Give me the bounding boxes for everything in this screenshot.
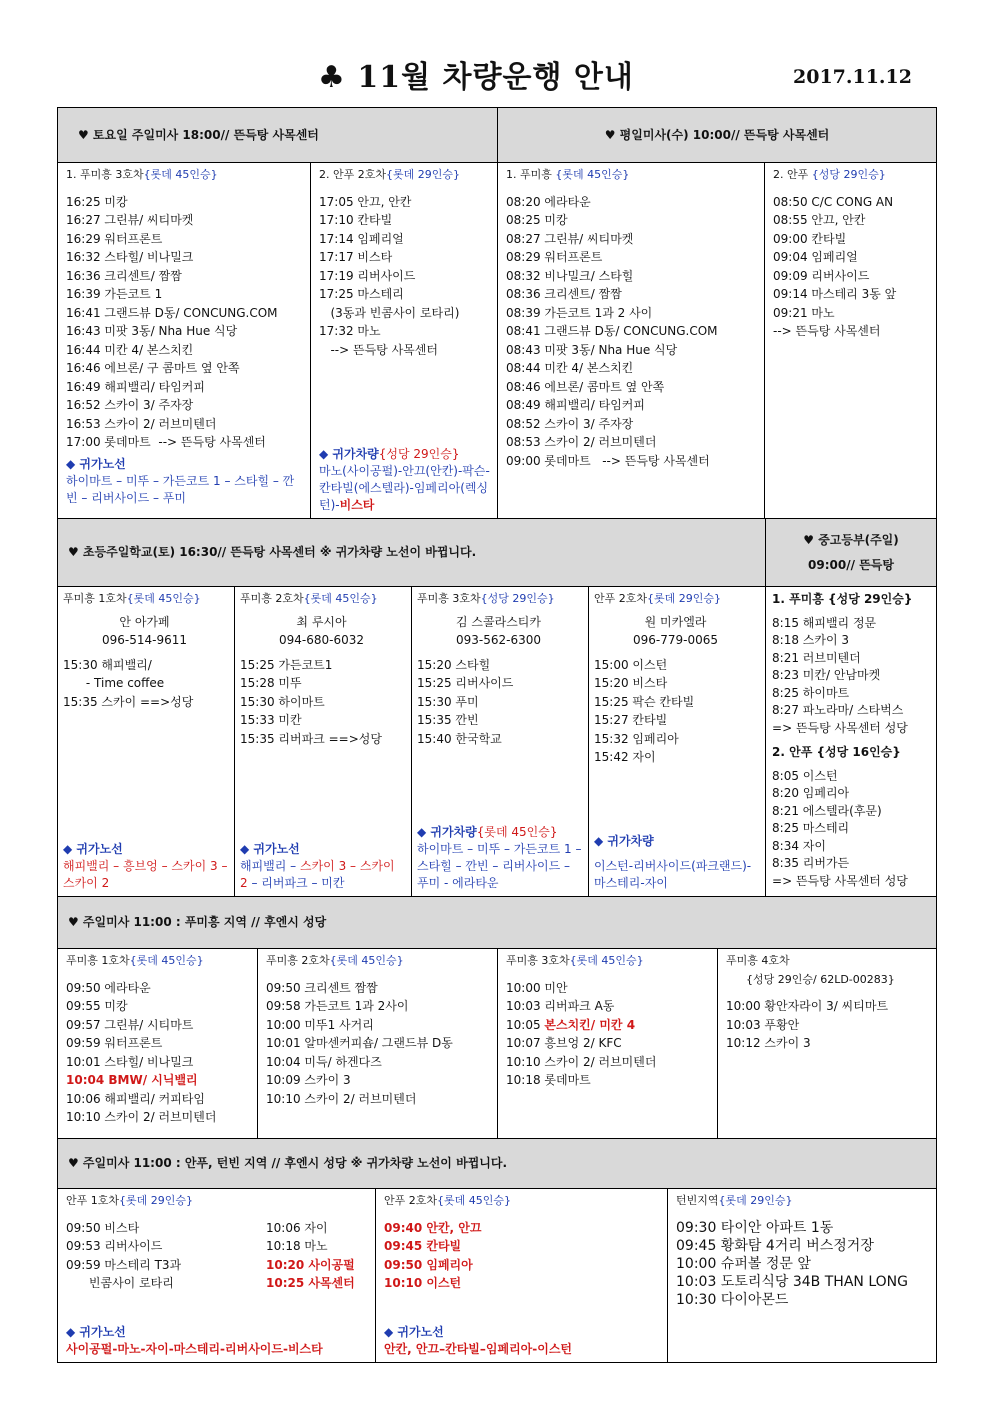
stop-line: 10:18 마노 [266, 1239, 328, 1253]
return-route-text: 하이마트 – 미뚜 – 가든코트 1 – 스타힐 – 깐빈 – 리버사이드 – 푸미 [66, 473, 295, 505]
stop-line: 16:29 워터프론트 [66, 231, 163, 246]
stop-line: 16:44 미칸 4/ 본스치킨 [66, 342, 194, 357]
stop-line: 10:10 스카이 2/ 러브미텐더 [66, 1110, 217, 1124]
page-title: ♣ 11월 차량운행 안내 [318, 60, 634, 95]
stop-line: 15:20 스타힐 [417, 657, 491, 672]
stop-line: 16:36 크리센트/ 짬짬 [66, 268, 182, 283]
stop-line: 09:55 미캉 [66, 999, 128, 1013]
stop-line: 09:45 황화탐 4거리 버스정거장 [676, 1237, 874, 1254]
stop-line: 15:35 리버파크 ==>성당 [240, 731, 382, 746]
stop-line: 16:49 해피밸리/ 타임커피 [66, 379, 205, 394]
stop-list [594, 656, 757, 767]
stop-line: 8:27 파노라마/ 스타벅스 [772, 703, 904, 717]
stop-line: 10:03 도토리식당 34B THAN LONG [676, 1273, 908, 1290]
stop-line: 08:25 미캉 [506, 213, 568, 227]
return-vehicle-label: ◆ 귀가차량 [319, 447, 379, 461]
stop-line: 17:25 마스테리 [319, 287, 404, 301]
youth-header: ♥ 중고등부(주일) 09:00// 뜬득탕 [766, 519, 937, 587]
stop-line: 08:43 미팟 3동/ Nha Hue 식당 [506, 342, 678, 357]
stop-line: 17:10 칸타빌 [319, 213, 393, 227]
stop-line: 10:10 스카이 2/ 러브미텐더 [266, 1091, 417, 1106]
stop-line: 15:27 칸타빌 [594, 713, 668, 727]
teacher-name: 최 루시아 [296, 614, 347, 629]
stop-line: 08:29 워터프론트 [506, 250, 603, 264]
stop-line: 15:25 리버사이드 [417, 676, 514, 690]
stop-line: --> 뜬득탕 사목센터 [773, 324, 881, 338]
anphu-bus-1: 안푸 1호차{롯데 29인승} 09:50 비스타 09:53 리버사이드 09:59 마스테리 T3과 빈콤사이 로타리 10:06 자이 10:18 마노 10:20 사이공펄 10:25 사목센터 ◆ 귀가노선 사이공펄-마노-자이-마스테리-리버사이드-비스타 [58, 1189, 376, 1363]
section-saturday-weekday [57, 107, 937, 519]
stop-line: 10:06 해피밸리/ 커피타임 [66, 1091, 205, 1106]
stop-list [63, 656, 226, 712]
stop-line: 16:27 그린뷰/ 씨티마켓 [66, 213, 194, 227]
stop-line: 09:53 리버사이드 [66, 1239, 163, 1253]
stop-line: 8:25 하이마트 [772, 685, 850, 700]
stop-line: 10:12 스카이 3 [726, 1036, 811, 1050]
sat-bus-2: 2. 안푸 2호차{롯데 29인승} 17:05 안끄, 안칸 17:10 칸타빌 17:14 임페리얼 17:17 비스타 17:19 리버사이드 17:25 마스테리 (3동과 빈콤사이 로타리) 17:32 마노 --> 뜬득탕 사목센터 ◆ 귀가차량{성당 29인승} 마노(사이공펄)-안끄(안칸)-팍슨-칸타빌(에스텔라)-임페리아(렉싱턴)-비스타 [311, 163, 498, 519]
stop-line: 09:04 임페리얼 [773, 250, 858, 264]
stop-line: 16:53 스카이 2/ 러브미텐더 [66, 416, 217, 431]
sunday-anphu-header: ♥ 주일미사 11:00 : 안푸, 턴빈 지역 // 후엔시 성당 ※ 귀가차량 노선이 바뀝니다. [58, 1139, 937, 1189]
return-vehicle-label: ◆ 귀가차량 [417, 825, 477, 839]
teacher-phone: 096-779-0065 [633, 633, 719, 647]
return-route-label: ◆ 귀가노선 [384, 1325, 444, 1339]
stop-line: 16:52 스카이 3/ 주자장 [66, 398, 194, 412]
stop-list [66, 193, 302, 452]
stop-line: 08:44 미칸 4/ 본스치킨 [506, 361, 634, 375]
stop-line: 15:25 팍슨 칸타빌 [594, 694, 695, 709]
highlight-stop: 10:05 본스치킨/ 미칸 4 [506, 1017, 636, 1032]
stop-line: (3동과 빈콤사이 로타리) [319, 305, 460, 320]
stop-line: 15:25 가든코트1 [240, 657, 333, 672]
stop-line: 08:20 에라타운 [506, 194, 591, 209]
school-bus-2: 푸미흥 2호차{롯데 45인승} 최 루시아 094-680-6032 15:25 가든코트1 15:28 미뚜 15:30 하이마트 15:33 미칸 15:35 리버파크 ==>성당 ◆ 귀가노선 해피밸리 – 스카이 3 – 스카이 2 – 리버파크 – 미칸 [235, 587, 412, 897]
stop-line: 10:01 알마센커피숍/ 그랜드뷰 D동 [266, 1036, 453, 1050]
stop-line: 15:42 자이 [594, 750, 656, 764]
stop-line: 08:49 해피밸리/ 타임커피 [506, 398, 645, 412]
stop-line: 08:55 안끄, 안칸 [773, 213, 866, 227]
stop-line: 8:34 자이 [772, 838, 826, 853]
stop-line: - Time coffee [63, 676, 165, 690]
stop-line: 10:03 리버파크 A동 [506, 999, 615, 1013]
stop-list [772, 615, 928, 738]
stop-line: 10:10 스카이 2/ 러브미텐더 [506, 1054, 657, 1069]
stop-line: 10:25 사목센터 [266, 1276, 355, 1290]
stop-line: 8:18 스카이 3 [772, 633, 850, 647]
stop-line: 10:03 푸황안 [726, 1017, 800, 1032]
stop-line: 17:32 마노 [319, 324, 381, 338]
section-sunday-anphu [57, 1138, 937, 1363]
highlight-stop: 10:04 BMW/ 시닉밸리 [66, 1073, 198, 1087]
stop-line: 10:00 미뚜1 사거리 [266, 1017, 374, 1032]
section-sunday-phumyhung [57, 896, 937, 1139]
stop-line: 08:46 에브론/ 콤마트 옆 안쪽 [506, 379, 665, 394]
thanbinh-bus: 턴빈지역{롯데 29인승} 09:30 타이안 아파트 1동 09:45 황화탐 4거리 버스정거장 10:00 슈퍼볼 정문 앞 10:03 도토리식당 34B THAN LONG 10:30 다이아몬드 [668, 1189, 937, 1363]
return-vehicle-text: 하이마트 – 미뚜 – 가든코트 1 – 스타힐 – 깐빈 – 리버사이드 – 푸미 - 에라타운 [417, 842, 582, 890]
stop-list [772, 768, 928, 891]
return-vehicle-label: ◆ 귀가차량 [594, 834, 654, 848]
school-bus-1: 푸미흥 1호차{롯데 45인승} 안 아가페 096-514-9611 15:30 해피밸리/ - Time coffee 15:35 스카이 ==>성당 ◆ 귀가노선 해피밸리 – 흥브엉 – 스카이 3 – 스카이 2 [58, 587, 235, 897]
stop-line: 08:39 가든코트 1과 2 사이 [506, 305, 653, 320]
stop-line: --> 뜬득탕 사목센터 [319, 342, 438, 357]
return-route-text: 사이공펄-마노-자이-마스테리-리버사이드-비스타 [66, 1342, 323, 1356]
school-bus-3: 푸미흥 3호차{성당 29인승} 김 스콜라스티카 093-562-6300 15:20 스타힐 15:25 리버사이드 15:30 푸미 15:35 깐빈 15:40 한국학교 ◆ 귀가차량{롯데 45인승} 하이마트 – 미뚜 – 가든코트 1 – 스타힐 – 깐빈 – 리버사이드 – 푸미 - 에라타운 [412, 587, 589, 897]
section-sunday-school [57, 518, 937, 897]
stop-line: 8:23 미칸/ 안남마켓 [772, 668, 881, 682]
highlight-stop [266, 1256, 355, 1293]
stop-list [66, 1090, 249, 1127]
stop-line: 09:40 안칸, 안끄 [384, 1220, 482, 1235]
stop-line: 10:18 롯데마트 [506, 1073, 591, 1087]
stop-line: 8:15 해피밸리 정문 [772, 615, 877, 630]
teacher-phone: 096-514-9611 [101, 633, 187, 647]
stop-list [726, 997, 928, 1053]
stop-line: 10:20 사이공펄 [266, 1257, 355, 1272]
teacher-name: 원 미카엘라 [644, 614, 707, 629]
stop-line: 09:59 마스테리 T3과 [66, 1257, 182, 1272]
stop-line: 09:58 가든코트 1과 2사이 [266, 999, 409, 1013]
return-route-text: 해피밸리 – 흥브엉 – 스카이 3 – 스카이 2 [63, 859, 228, 890]
stop-line: 15:40 한국학교 [417, 731, 502, 746]
weekday-mass-header: ♥ 평일미사(수) 10:00// 뜬득탕 사목센터 [498, 108, 937, 163]
return-route-label: ◆ 귀가노선 [66, 456, 126, 471]
stop-line: 09:50 비스타 [66, 1220, 140, 1235]
stop-list [240, 656, 403, 749]
stop-line: 08:41 그랜드뷰 D동/ CONCUNG.COM [506, 324, 718, 338]
saturday-mass-header: ♥ 토요일 주일미사 18:00// 뜬득탕 사목센터 [58, 108, 498, 163]
document-date: 2017.11.12 [793, 66, 912, 88]
return-vehicle-text: 이스턴-리버사이드(파크랜드)-마스테리-자이 [594, 859, 752, 890]
stop-line: 16:43 미팟 3동/ Nha Hue 식당 [66, 324, 238, 338]
stop-line: 10:00 황안자라이 3/ 씨티마트 [726, 999, 889, 1013]
stop-line: 08:50 C/C CONG AN [773, 194, 894, 209]
stop-line: 15:28 미뚜 [240, 676, 302, 690]
sunday-bus-1: 푸미흥 1호차{롯데 45인승} 09:50 에라타운 09:55 미캉 09:57 그린뷰/ 시티마트 09:59 워터프론트 10:01 스타힐/ 비나밀크 10:04 BMW/ 시닉밸리 10:06 해피밸리/ 커피타임 10:10 스카이 2/ 러브미텐더 [58, 949, 258, 1139]
stop-line: 10:30 다이아몬드 [676, 1291, 789, 1308]
return-route-label: ◆ 귀가노선 [240, 842, 300, 856]
stop-line: 8:25 마스테리 [772, 821, 850, 835]
stop-line: 09:50 임페리아 [384, 1257, 473, 1272]
stop-line: 16:39 가든코트 1 [66, 287, 163, 301]
stop-line: 15:30 푸미 [417, 694, 479, 709]
youth-buses [766, 587, 937, 897]
stop-line: 8:21 에스텔라(후문) [772, 803, 882, 818]
stop-line: 8:21 러브미텐더 [772, 650, 861, 665]
stop-line: 8:05 이스턴 [772, 768, 838, 783]
stop-line: 10:00 미안 [506, 980, 568, 995]
stop-line: 15:00 이스턴 [594, 657, 668, 672]
stop-line: 10:10 이스턴 [384, 1276, 462, 1290]
stop-list [266, 1219, 355, 1256]
stop-line: 08:36 크리센트/ 짬짬 [506, 287, 622, 301]
stop-line: 09:09 리버사이드 [773, 268, 870, 283]
teacher-name: 김 스콜라스티카 [456, 614, 541, 629]
teacher-phone: 093-562-6300 [455, 633, 541, 647]
stop-line: 16:46 에브론/ 구 콤마트 옆 안쪽 [66, 361, 240, 375]
stop-line: 17:14 임페리얼 [319, 231, 404, 246]
stop-line: 09:14 마스테리 3동 앞 [773, 287, 897, 301]
stop-line: 09:21 마노 [773, 305, 835, 320]
sunday-bus-4: 푸미흥 4호차 {성당 29인승/ 62LD-00283} 10:00 황안자라이 3/ 씨티마트 10:03 푸황안 10:12 스카이 3 [718, 949, 937, 1139]
stop-line: 08:32 비나밀크/ 스타힐 [506, 268, 634, 283]
weekday-bus-2: 2. 안푸 {성당 29인승} 08:50 C/C CONG AN 08:55 안끄, 안칸 09:00 칸타빌 09:04 임페리얼 09:09 리버사이드 09:14 마스테리 3동 앞 09:21 마노 --> 뜬득탕 사목센터 [765, 163, 937, 519]
stop-line: 08:27 그린뷰/ 씨티마켓 [506, 231, 634, 246]
stop-list [66, 1219, 266, 1293]
return-vehicle-text: 마노(사이공펄)-안끄(안칸)-팍슨-칸타빌(에스텔라)-임페리아(렉싱턴)-비스타 [319, 464, 490, 512]
stop-list [384, 1219, 659, 1293]
stop-line: 17:19 리버사이드 [319, 268, 416, 283]
stop-list [506, 979, 709, 1016]
stop-line: => 뜬득탕 사목센터 성당 [772, 720, 908, 735]
stop-line: => 뜬득탕 사목센터 성당 [772, 873, 908, 888]
stop-line: 17:00 롯데마트 --> 뜬득탕 사목센터 [66, 435, 266, 449]
sunday-bus-2: 푸미흥 2호차{롯데 45인승} 09:50 크리센트 짬짬 09:58 가든코트 1과 2사이 10:00 미뚜1 사거리 10:01 알마센커피숍/ 그랜드뷰 D동 10:04 미득/ 하겐다즈 10:09 스카이 3 10:10 스카이 2/ 러브미텐더 [258, 949, 498, 1139]
stop-line: 09:50 크리센트 짬짬 [266, 980, 378, 995]
stop-line: 15:30 해피밸리/ [63, 657, 152, 672]
sunday-phumyhung-header: ♥ 주일미사 11:00 : 푸미흥 지역 // 후엔시 성당 [58, 897, 937, 949]
stop-line: 15:35 깐빈 [417, 713, 479, 727]
return-route-text: 해피밸리 – 스카이 3 – 스카이 2 – 리버파크 – 미칸 [240, 859, 395, 890]
stop-line: 10:06 자이 [266, 1220, 328, 1235]
stop-line: 08:53 스카이 2/ 러브미텐더 [506, 435, 657, 449]
stop-line: 09:50 에라타운 [66, 980, 151, 995]
stop-list [773, 193, 928, 341]
stop-list [66, 979, 249, 1072]
anphu-bus-2: 안푸 2호차{롯데 45인승} 09:40 안칸, 안끄 09:45 칸타빌 09:50 임페리아 10:10 이스턴 ◆ 귀가노선 안칸, 안끄–칸타빌–임페리아-이스턴 [376, 1189, 668, 1363]
teacher-name: 안 아가페 [119, 614, 170, 629]
stop-line: 8:35 리버가든 [772, 856, 850, 870]
stop-line: 15:32 임페리아 [594, 731, 679, 746]
return-route-text: 안칸, 안끄–칸타빌–임페리아-이스턴 [384, 1342, 573, 1356]
stop-line: 16:32 스타힐/ 비나밀크 [66, 250, 194, 264]
stop-line: 10:00 슈퍼볼 정문 앞 [676, 1255, 811, 1272]
stop-line: 16:41 그랜드뷰 D동/ CONCUNG.COM [66, 305, 278, 320]
stop-list [506, 193, 756, 471]
stop-line: 15:30 하이마트 [240, 694, 325, 709]
stop-line: 09:57 그린뷰/ 시티마트 [66, 1017, 194, 1032]
teacher-phone: 094-680-6032 [278, 633, 364, 647]
sunday-school-header: ♥ 초등주일학교(토) 16:30// 뜬득탕 사목센터 ※ 귀가차량 노선이 바뀝니다. [58, 519, 766, 587]
weekday-bus-1: 1. 푸미흥 {롯데 45인승} 08:20 에라타운 08:25 미캉 08:27 그린뷰/ 씨티마켓 08:29 워터프론트 08:32 비나밀크/ 스타힐 08:36 크리센트/ 짬짬 08:39 가든코트 1과 2 사이 08:41 그랜드뷰 D동/ CONCUNG.COM 08:43 미팟 3동/ Nha Hue 식당 08:44 미칸 4/ 본스치킨 08:46 에브론/ 콤마트 옆 안쪽 08:49 해피밸리/ 타임커피 08:52 스카이 3/ 주자장 08:53 스카이 2/ 러브미텐더 09:00 롯데마트 --> 뜬득탕 사목센터 [498, 163, 765, 519]
return-route-label: ◆ 귀가노선 [66, 1325, 126, 1339]
stop-list [506, 1034, 709, 1090]
stop-line: 09:59 워터프론트 [66, 1036, 163, 1050]
stop-line: 08:52 스카이 3/ 주자장 [506, 416, 634, 431]
youth-bus-2-title: 2. 안푸 {성당 16인승} [772, 745, 901, 759]
stop-line: 10:07 흥브엉 2/ KFC [506, 1036, 622, 1050]
stop-line: 10:01 스타힐/ 비나밀크 [66, 1054, 194, 1069]
youth-bus-1-title: 1. 푸미흥 {성당 29인승} [772, 592, 913, 606]
return-route-label: ◆ 귀가노선 [63, 842, 123, 856]
stop-line: 16:25 미캉 [66, 194, 128, 209]
stop-list [417, 656, 580, 749]
school-bus-anphu-2: 안푸 2호차{롯데 29인승} 원 미카엘라 096-779-0065 15:00 이스턴 15:20 비스타 15:25 팍슨 칸타빌 15:27 칸타빌 15:32 임페리아 15:42 자이 ◆ 귀가차량 이스턴-리버사이드(파크랜드)-마스테리-자이 [589, 587, 766, 897]
stop-line: 15:33 미칸 [240, 713, 302, 727]
stop-line: 10:04 미득/ 하겐다즈 [266, 1054, 382, 1069]
stop-line: 15:20 비스타 [594, 676, 668, 690]
stop-line: 09:00 칸타빌 [773, 231, 847, 246]
stop-line: 09:45 칸타빌 [384, 1239, 462, 1253]
stop-list [676, 1219, 928, 1309]
sunday-bus-3: 푸미흥 3호차{롯데 45인승} 10:00 미안 10:03 리버파크 A동 10:05 본스치킨/ 미칸 4 10:07 흥브엉 2/ KFC 10:10 스카이 2/ 러브미텐더 10:18 롯데마트 [498, 949, 718, 1139]
stop-line: 17:05 안끄, 안칸 [319, 194, 412, 209]
stop-line: 09:00 롯데마트 --> 뜬득탕 사목센터 [506, 453, 710, 468]
stop-line: 09:30 타이안 아파트 1동 [676, 1219, 834, 1236]
stop-line: 빈콤사이 로타리 [66, 1276, 174, 1290]
sat-bus-3: 1. 푸미흥 3호차{롯데 45인승} 16:25 미캉 16:27 그린뷰/ 씨티마켓 16:29 워터프론트 16:32 스타힐/ 비나밀크 16:36 크리센트/ 짬짬 16:39 가든코트 1 16:41 그랜드뷰 D동/ CONCUNG.COM 16:43 미팟 3동/ Nha Hue 식당 16:44 미칸 4/ 본스치킨 16:46 에브론/ 구 콤마트 옆 안쪽 16:49 해피밸리/ 타임커피 16:52 스카이 3/ 주자장 16:53 스카이 2/ 러브미텐더 17:00 롯데마트 --> 뜬득탕 사목센터 ◆ 귀가노선 하이마트 – 미뚜 – 가든코트 1 – 스타힐 – 깐빈 – 리버사이드 – 푸미 [58, 163, 311, 519]
stop-line: 8:20 임페리아 [772, 786, 850, 800]
stop-line: 17:17 비스타 [319, 250, 393, 264]
stop-list [266, 979, 489, 1109]
stop-line: 10:09 스카이 3 [266, 1073, 351, 1087]
stop-list [319, 193, 489, 360]
stop-line: 15:35 스카이 ==>성당 [63, 694, 194, 709]
